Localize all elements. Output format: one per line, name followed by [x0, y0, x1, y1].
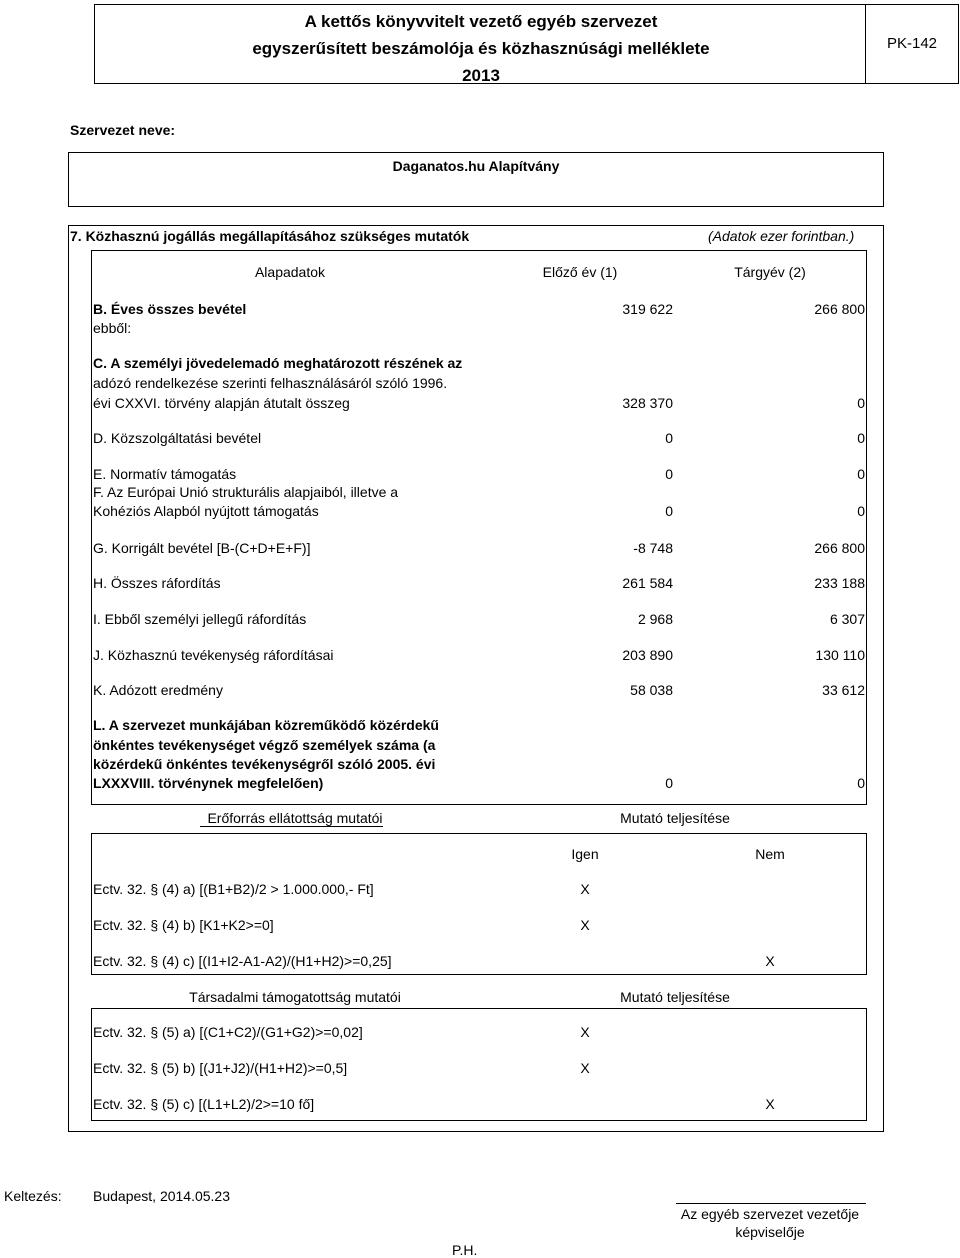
- col-header-curr: Tárgyév (2): [734, 264, 806, 280]
- col-header-base: Alapadatok: [254, 264, 326, 280]
- header-year: 2013: [462, 66, 500, 85]
- row-h-prev: 261 584: [622, 575, 673, 591]
- header-title-line2: egyszerűsített beszámolója és közhasznúsági melléklete: [252, 39, 710, 58]
- resource-row-2-label: Ectv. 32. § (4) b) [K1+K2>=0]: [93, 917, 274, 933]
- header-title-line1: A kettős könyvvitelt vezető egyéb szervezet: [304, 12, 658, 31]
- row-f-line1: F. Az Európai Unió strukturális alapjaiból, illetve a: [93, 484, 399, 500]
- resource-row-2-yes: X: [580, 917, 590, 933]
- signer-line2: képviselője: [735, 1224, 805, 1240]
- row-b-prev: 319 622: [622, 301, 673, 317]
- row-g-prev: -8 748: [633, 540, 673, 556]
- row-l-line4: LXXXVIII. törvénynek megfelelően): [93, 775, 324, 791]
- row-b-label: B. Éves összes bevétel: [93, 301, 247, 317]
- resource-row-3-label: Ectv. 32. § (4) c) [(I1+I2-A1-A2)/(H1+H2)>=0,25]: [93, 953, 392, 969]
- row-i-prev: 2 968: [637, 611, 673, 627]
- row-l-curr: 0: [857, 775, 865, 791]
- resource-row-1-yes: X: [580, 881, 590, 897]
- row-f-curr: 0: [857, 503, 865, 519]
- row-b-sub: ebből:: [93, 320, 132, 336]
- row-k-label: K. Adózott eredmény: [93, 682, 223, 698]
- resource-row-3-no: X: [765, 953, 775, 969]
- social-row-3-label: Ectv. 32. § (5) c) [(L1+L2)/2>=10 fő]: [93, 1096, 315, 1112]
- row-l-line3: közérdekű önkéntes tevékenységről szóló 2005. évi: [93, 756, 436, 772]
- row-j-curr: 130 110: [815, 647, 865, 663]
- social-title: Társadalmi támogatottság mutatói: [189, 989, 401, 1005]
- row-h-curr: 233 188: [814, 575, 865, 591]
- col-no: Nem: [755, 846, 785, 862]
- row-k-prev: 58 038: [630, 682, 673, 698]
- row-l-line2: önkéntes tevékenységet végző személyek száma (a: [93, 737, 436, 753]
- row-d-label: D. Közszolgáltatási bevétel: [93, 430, 262, 446]
- org-name: Daganatos.hu Alapítvány: [392, 158, 560, 174]
- row-b-curr: 266 800: [814, 301, 865, 317]
- social-row-3-no: X: [765, 1096, 775, 1112]
- unit-note: (Adatok ezer forintban.): [708, 228, 855, 244]
- row-c-prev: 328 370: [622, 395, 673, 411]
- row-i-curr: 6 307: [829, 611, 865, 627]
- row-c-line1: C. A személyi jövedelemadó meghatározott részének az: [93, 355, 463, 371]
- resource-title: Erőforrás ellátottság mutatói: [207, 810, 383, 826]
- social-perf: Mutató teljesítése: [620, 989, 730, 1005]
- social-row-1-label: Ectv. 32. § (5) a) [(C1+C2)/(G1+G2)>=0,02]: [93, 1024, 363, 1040]
- section7-title: 7. Közhasznú jogállás megállapításához szükséges mutatók: [70, 228, 470, 244]
- stamp-label: P.H.: [452, 1242, 478, 1258]
- signer-line1: Az egyéb szervezet vezetője: [680, 1206, 860, 1222]
- row-c-line2: adózó rendelkezése szerinti felhasználásáról szóló 1996.: [93, 375, 448, 391]
- social-row-2-label: Ectv. 32. § (5) b) [(J1+J2)/(H1+H2)>=0,5]: [93, 1060, 348, 1076]
- row-d-prev: 0: [665, 430, 673, 446]
- row-e-label: E. Normatív támogatás: [93, 466, 237, 482]
- social-row-2-yes: X: [580, 1060, 590, 1076]
- form-code: PK-142: [886, 35, 938, 52]
- resource-perf: Mutató teljesítése: [620, 810, 730, 826]
- row-c-line3: évi CXXVI. törvény alapján átutalt összeg: [93, 395, 350, 411]
- row-c-curr: 0: [857, 395, 865, 411]
- row-l-line1: L. A szervezet munkájában közreműködő közérdekű: [93, 717, 439, 733]
- social-row-1-yes: X: [580, 1024, 590, 1040]
- row-g-label: G. Korrigált bevétel [B-(C+D+E+F)]: [93, 540, 311, 556]
- date-label: Keltezés:: [4, 1188, 62, 1204]
- row-f-prev: 0: [665, 503, 673, 519]
- row-k-curr: 33 612: [822, 682, 865, 698]
- col-yes: Igen: [571, 846, 599, 862]
- row-j-prev: 203 890: [622, 647, 673, 663]
- row-g-curr: 266 800: [814, 540, 865, 556]
- row-l-prev: 0: [665, 775, 673, 791]
- row-i-label: I. Ebből személyi jellegű ráfordítás: [93, 611, 307, 627]
- row-j-label: J. Közhasznú tevékenység ráfordításai: [93, 647, 334, 663]
- col-header-prev: Előző év (1): [542, 264, 618, 280]
- row-e-curr: 0: [857, 466, 865, 482]
- row-h-label: H. Összes ráfordítás: [93, 575, 221, 591]
- resource-title-underline: [200, 826, 383, 827]
- resource-row-1-label: Ectv. 32. § (4) a) [(B1+B2)/2 > 1.000.000,- Ft]: [93, 881, 374, 897]
- row-f-line2: Kohéziós Alapból nyújtott támogatás: [93, 503, 319, 519]
- row-d-curr: 0: [857, 430, 865, 446]
- org-label: Szervezet neve:: [70, 122, 176, 138]
- signature-line: [676, 1203, 866, 1204]
- date-value: Budapest, 2014.05.23: [93, 1188, 231, 1204]
- row-e-prev: 0: [665, 466, 673, 482]
